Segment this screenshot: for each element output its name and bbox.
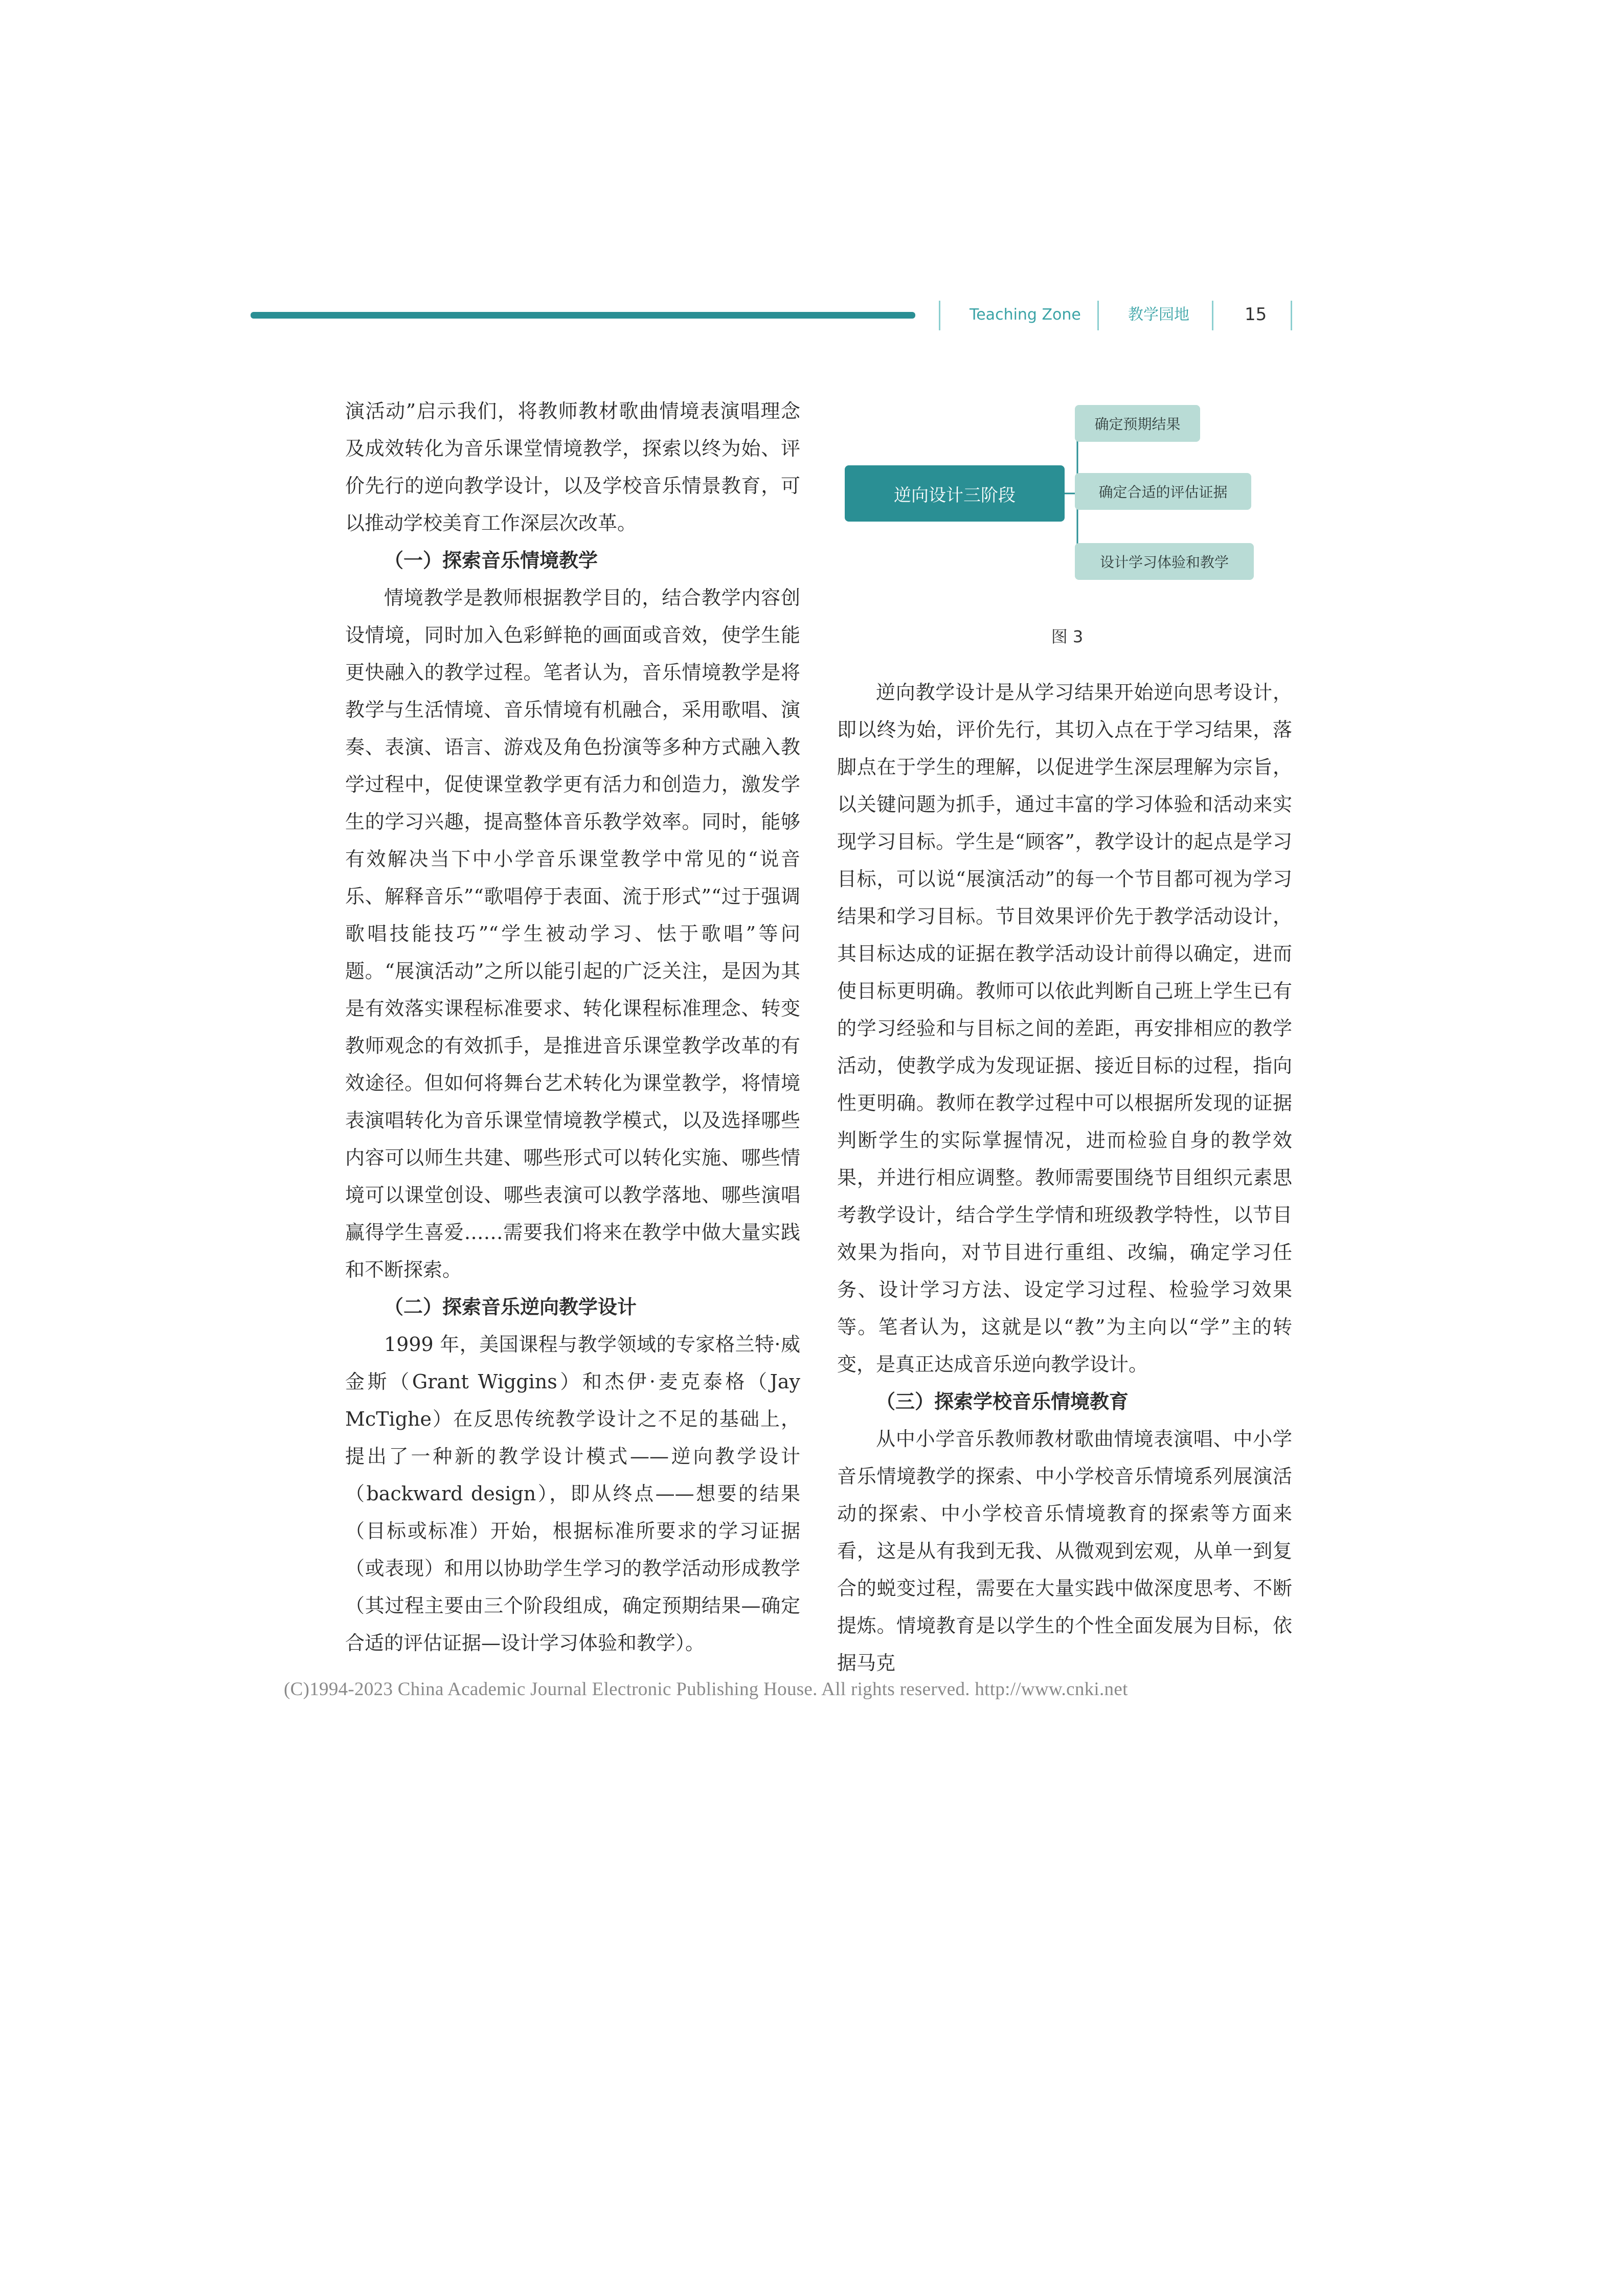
body-paragraph: 逆向教学设计是从学习结果开始逆向思考设计，即以终为始，评价先行，其切入点在于学习结果，落脚点在于学生的理解，以促进学生深层理解为宗旨，以关键问题为抓手，通过丰富的学习体验和活动来实现学习目标。学生是“顾客”，教学设计的起点是学习目标，可以说“展演活动”的每一个节目都可视为学习结果和学习目标。节目效果评价先于教学活动设计，其目标达成的证据在教学活动设计前得以确定，进而使目标更明确。教师可以依此判断自己班上学生已有的学习经验和与目标之间的差距，再安排相应的教学活动，使教学成为发现证据、接近目标的过程，指向性更明确。教师在教学过程中可以根据所发现的证据判断学生的实际掌握情况，进而检验自身的教学效果，并进行相应调整。教师需要围绕节目组织元素思考教学设计，结合学生学情和班级教学特性，以节目效果为指向，对节目进行重组、改编，确定学习任务、设计学习方法、设定学习过程、检验学习效果等。笔者认为，这就是以“教”为主向以“学”主的转变，是真正达成音乐逆向教学设计。 [837, 681, 1292, 1376]
header-divider [1212, 301, 1213, 330]
body-paragraph: 演活动”启示我们，将教师教材歌曲情境表演唱理念及成效转化为音乐课堂情境教学，探索以终为始、评价先行的逆向教学设计，以及学校音乐情景教育，可以推动学校美育工作深层次改革。 [345, 400, 800, 534]
figure-caption: 图 3 [1051, 627, 1084, 646]
header-section-en: Teaching Zone [970, 306, 1081, 324]
diagram-branch-node: 确定合适的评估证据 [1075, 473, 1251, 510]
section-heading: （三）探索学校音乐情境教育 [876, 1390, 1129, 1413]
body-paragraph: 情境教学是教师根据教学目的，结合教学内容创设情境，同时加入色彩鲜艳的画面或音效，使学生能更快融入的教学过程。笔者认为，音乐情境教学是将教学与生活情境、音乐情境有机融合，采用歌唱、演奏、表演、语言、游戏及角色扮演等多种方式融入教学过程中，促使课堂教学更有活力和创造力，激发学生的学习兴趣，提高整体音乐教学效率。同时，能够有效解决当下中小学音乐课堂教学中常见的“说音乐、解释音乐”“歌唱停于表面、流于形式”“过于强调歌唱技能技巧”“学生被动学习、怯于歌唱”等问题。“展演活动”之所以能引起的广泛关注，是因为其是有效落实课程标准要求、转化课程标准理念、转变教师观念的有效抓手，是推进音乐课堂教学改革的有效途径。但如何将舞台艺术转化为课堂教学，将情境表演唱转化为音乐课堂情境教学模式，以及选择哪些内容可以师生共建、哪些形式可以转化实施、哪些情境可以课堂创设、哪些表演可以教学落地、哪些演唱赢得学生喜爱……需要我们将来在教学中做大量实践和不断探索。 [345, 587, 800, 1281]
left-column [345, 393, 800, 1662]
copyright-footer: (C)1994-2023 China Academic Journal Electronic Publishing House. All rights reserved. http://www.cnki.net [284, 1679, 1128, 1700]
figure-3 [837, 399, 1297, 655]
body-paragraph: 1999 年，美国课程与教学领域的专家格兰特·威金斯（Grant Wiggins）和杰伊·麦克泰格（Jay McTighe）在反思传统教学设计之不足的基础上，提出了一种新的教学设计模式——逆向教学设计（backward design），即从终点——想要的结果（目标或标准）开始，根据标准所要求的学习证据（或表现）和用以协助学生学习的教学活动形成教学（其过程主要由三个阶段组成，确定预期结果—确定合适的评估证据—设计学习体验和教学）。 [345, 1333, 800, 1654]
body-paragraph: 从中小学音乐教师教材歌曲情境表演唱、中小学音乐情境教学的探索、中小学校音乐情境系列展演活动的探索、中小学校音乐情境教育的探索等方面来看，这是从有我到无我、从微观到宏观，从单一到复合的蜕变过程，需要在大量实践中做深度思考、不断提炼。情境教育是以学生的个性全面发展为目标，依据马克 [837, 1428, 1292, 1674]
diagram-root-node: 逆向设计三阶段 [845, 465, 1065, 522]
header-section-zh: 教学园地 [1128, 306, 1189, 324]
header-accent-bar [251, 312, 915, 319]
section-heading: （二）探索音乐逆向教学设计 [384, 1296, 637, 1318]
header-divider [1291, 301, 1292, 330]
page-header [0, 0, 1623, 358]
page-number: 15 [1245, 304, 1267, 325]
right-column [837, 674, 1292, 1682]
header-divider [939, 301, 940, 330]
section-heading: （一）探索音乐情境教学 [384, 549, 598, 572]
header-divider [1097, 301, 1099, 330]
diagram-branch-node: 确定预期结果 [1075, 405, 1200, 442]
diagram-branch-node: 设计学习体验和教学 [1075, 543, 1254, 580]
